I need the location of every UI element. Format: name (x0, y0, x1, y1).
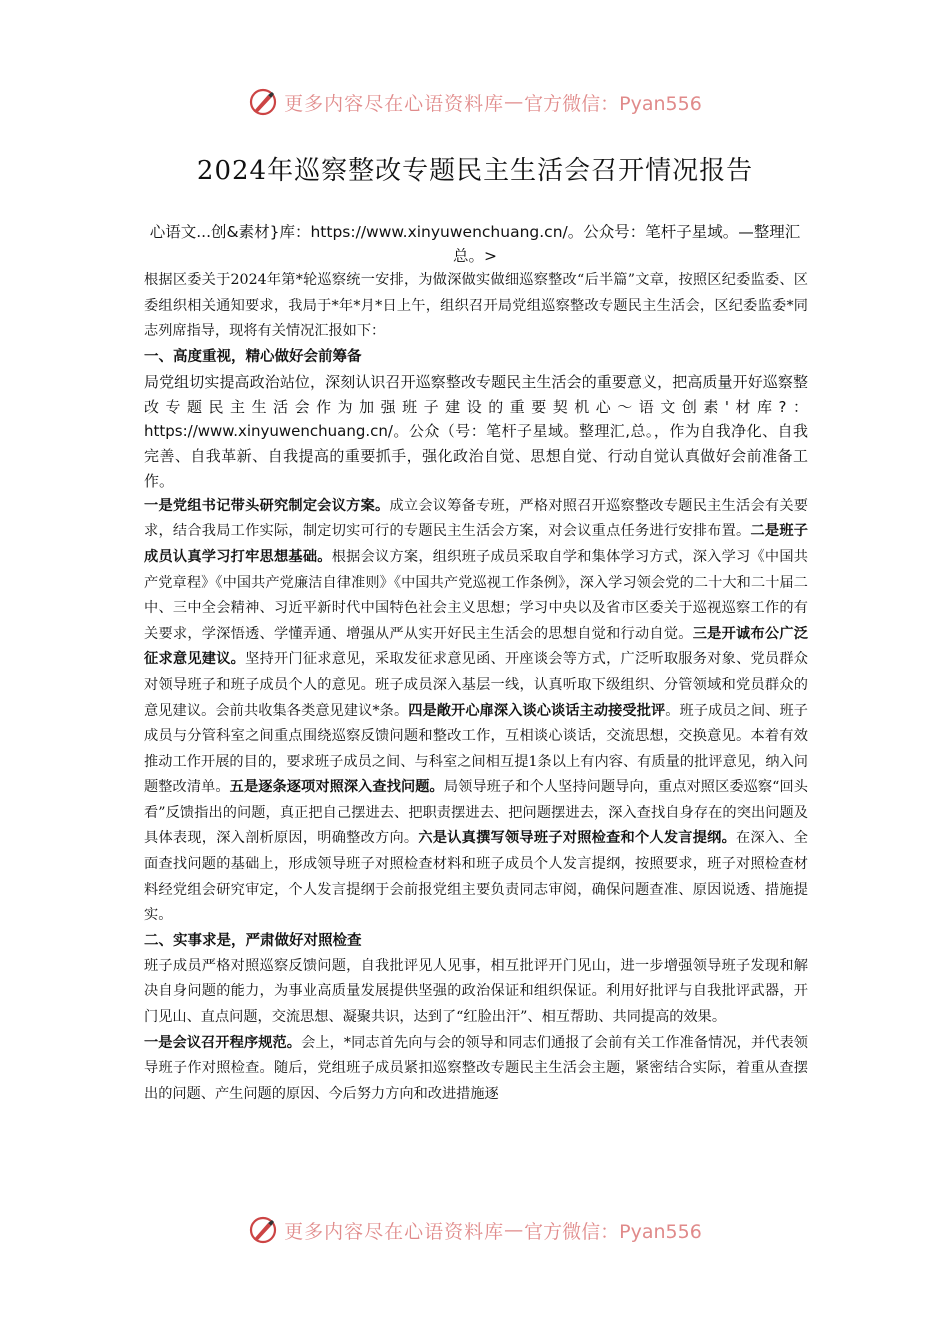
watermark-wechat: 官方微信：Pyan556 (524, 92, 702, 115)
brush-logo-icon (248, 1215, 278, 1245)
s1-point-4-title: 四是敞开心扉深入谈心谈话主动接受批评 (408, 702, 666, 719)
intro-paragraph: 根据区委关于2024年第*轮巡察统一安排，为做深做实做细巡察整改“后半篇”文章，按照区纪委监委、区委组织相关通知要求，我局于*年*月*日上午，组织召开局党组巡察整改专题民主生活会，区纪委监委*同志列席指导，现将有关情况汇报如下： (144, 272, 808, 340)
page-title: 2024年巡察整改专题民主生活会召开情况报告 (196, 156, 754, 186)
s1-point-2-title: 二是班子成员认真学习打牢思想基础。 (144, 523, 808, 565)
section-1-heading: 一、高度重视，精心做好会前筹备 (144, 348, 362, 365)
section-2-heading: 二、实事求是，严肃做好对照检查 (144, 932, 362, 949)
document-body (144, 268, 808, 1107)
s1-point-5-title: 五是逐条逐项对照深入查找问题。 (229, 779, 444, 796)
source-note: 心语文...创&素材}库：https://www.xinyuwenchuang.cn/。公众号：笔杆子星域。—整理汇总。> (149, 223, 801, 265)
s1-point-4-text: 。班子成员之间、班子成员与分管科室之间重点围绕巡察反馈问题和整改工作，互相谈心谈话，交流思想，交换意见。本着有效推动工作开展的目的，要求班子成员之间、与科室之间相互提1条以上有内容、有质量的批评意见，纳入问题整改清单。 (144, 702, 808, 796)
watermark-wechat: 官方微信：Pyan556 (524, 1220, 702, 1243)
s1-point-1-text: 成立会议筹备专班，严格对照召开巡察整改专题民主生活会有关要求，结合我局工作实际，制定切实可行的专题民主生活会方案，对会议重点任务进行安排布置。 (144, 497, 808, 540)
s1-point-3-text: 坚持开门征求意见，采取发征求意见函、开座谈会等方式，广泛听取服务对象、党员群众对领导班子和班子成员个人的意见。班子成员深入基层一线，认真听取下级组织、分管领域和党员群众的意见建议。会前共收集各类意见建议*条。 (144, 651, 808, 719)
section-2-body (144, 1031, 808, 1108)
watermark-dash: — (504, 1219, 525, 1241)
section-1-body (144, 494, 808, 929)
s1-point-6-text: 在深入、全面查找问题的基础上，形成领导班子对照检查材料和班子成员个人发言提纲，按照要求，班子对照检查材料经党组会研究审定，个人发言提纲于会前报党组主要负责同志审阅，确保问题查准、原因说透、措施提实。 (144, 830, 808, 924)
s2-point-1-text: 会上，*同志首先向与会的领导和同志们通报了会前有关工作准备情况，并代表领导班子作对照检查。随后，党组班子成员紧扣巡察整改专题民主生活会主题，紧密结合实际，着重从查摆出的问题、产生问题的原因、今后努力方向和改进措施逐 (144, 1034, 808, 1102)
watermark-banner-top (0, 82, 950, 122)
section-1-lead: 局党组切实提高政治站位，深刻认识召开巡察整改专题民主生活会的重要意义，把高质量开好巡察整改专题民主生活会作为加强班子建设的重要契机心～语文创素'材库?：https://www.xinyuwenchuang.cn/。公众（号：笔杆子星域。整理汇,总。，作为自我净化、自我完善、自我革新、自我提高的重要抓手，强化政治自觉、思想自觉、行动自觉认真做好会前准备工作。 (144, 372, 808, 490)
watermark-banner-bottom (0, 1210, 950, 1250)
s1-point-5-text: 局领导班子和个人坚持问题导向，重点对照区委巡察“回头看”反馈指出的问题，真正把自己摆进去、把职责摆进去、把问题摆进去，深入查找自身存在的突出问题及具体表现，深入剖析原因，明确整改方向。 (144, 779, 808, 847)
s1-point-6-title: 六是认真撰写领导班子对照检查和个人发言提纲。 (418, 830, 737, 847)
s1-point-2-text: 根据会议方案，组织班子成员采取自学和集体学习方式，深入学习《中国共产党章程》《中国共产党廉洁自律准则》《中国共产党巡视工作条例》，深入学习领会党的二十大和二十届二中、三中全会精神、习近平新时代中国特色社会主义思想；学习中央以及省市区委关于巡视巡察工作的有关要求，学深悟透、学懂弄通、增强从严从实开好民主生活会的思想自觉和行动自觉。 (144, 548, 808, 642)
s2-point-1-title: 一是会议召开程序规范。 (144, 1034, 302, 1051)
watermark-brand: 更多内容尽在心语资料库 (284, 92, 505, 115)
s1-point-3-title: 三是开诚布公广泛征求意见建议。 (144, 625, 808, 668)
watermark-dash: — (504, 91, 525, 113)
s1-point-1-title: 一是党组书记带头研究制定会议方案。 (144, 497, 390, 514)
section-2-lead: 班子成员严格对照巡察反馈问题，自我批评见人见事，相互批评开门见山，进一步增强领导班子发现和解决自身问题的能力，为事业高质量发展提供坚强的政治保证和组织保证。利用好批评与自我批评武器，开门见山、直点问题，交流思想、凝聚共识，达到了“红脸出汗”、相互帮助、共同提高的效果。 (144, 957, 808, 1026)
brush-logo-icon (248, 87, 278, 117)
watermark-brand: 更多内容尽在心语资料库 (284, 1220, 505, 1243)
